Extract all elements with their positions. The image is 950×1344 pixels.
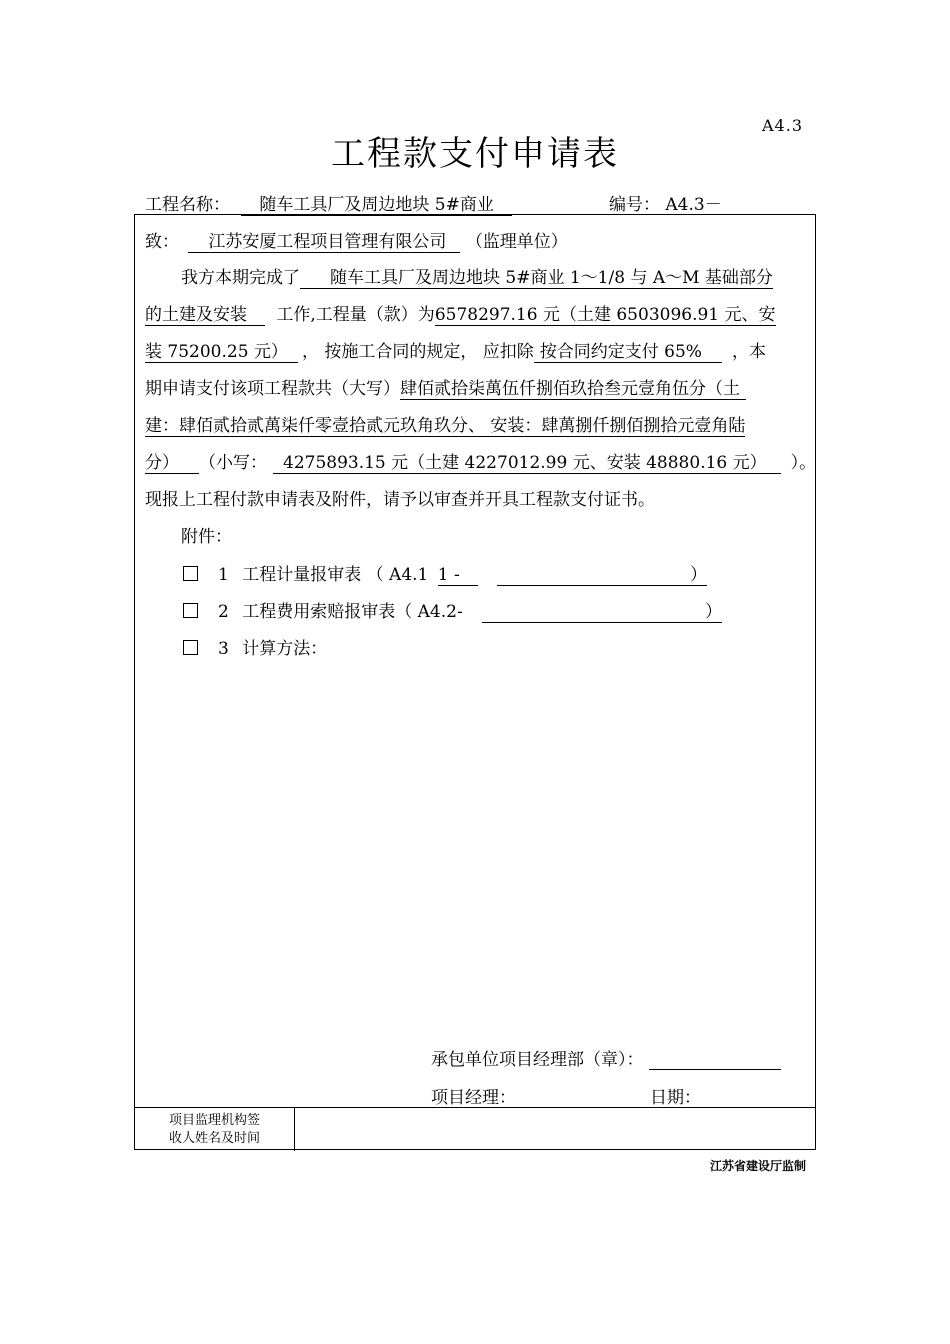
- attachment-number: 1: [218, 565, 229, 585]
- page-title: 工程款支付申请表: [331, 134, 619, 174]
- attachments-label: 附件：: [181, 527, 232, 547]
- contractor-sign-row: [431, 1045, 781, 1070]
- body-text: （小写：: [199, 453, 267, 473]
- amount-uppercase: 建：肆佰贰拾贰萬柒仟零壹拾贰元玖角玖分、 安装：肆萬捌仟捌佰捌拾元壹角陆: [145, 411, 745, 437]
- attachment-number: 3: [218, 639, 229, 659]
- checkbox-attachment-1[interactable]: [183, 566, 198, 581]
- receipt-label-line: 项目监理机构签: [168, 1113, 260, 1128]
- manager-sign-field[interactable]: [516, 1089, 650, 1108]
- amount-lowercase: 4275893.15 元（土建 4227012.99 元、安装 48880.16 元）: [273, 448, 781, 474]
- project-name-value: 随车工具厂及周边地块 5#商业: [241, 190, 511, 216]
- to-suffix: （监理单位）: [465, 232, 568, 252]
- body-text: ，本: [731, 342, 766, 362]
- date-field[interactable]: [701, 1089, 787, 1108]
- checkbox-attachment-2[interactable]: [183, 603, 198, 618]
- body-text: ）。: [790, 453, 817, 473]
- to-company: 江苏安厦工程项目管理有限公司: [188, 227, 460, 253]
- attachment-item-3: [183, 634, 327, 659]
- contractor-label: 承包单位项目经理部（章）：: [431, 1050, 644, 1070]
- amount-total: 6578297.16 元（土建 6503096.91 元、安: [435, 300, 776, 326]
- body-text: ， 按施工合同的规定， 应扣除: [301, 342, 534, 362]
- body-line-2: [145, 300, 776, 326]
- form-body: [134, 214, 816, 1150]
- attachment-number: 2: [218, 602, 229, 622]
- work-description: 的土建及安装: [145, 300, 265, 326]
- number-row: [609, 190, 799, 215]
- attachment-label: 工程计量报审表 （ A4.1: [242, 565, 429, 585]
- project-name-label: 工程名称：: [145, 195, 230, 215]
- receipt-label-line: 收人姓名及时间: [168, 1131, 260, 1146]
- attachment-item-2: [183, 597, 722, 623]
- body-line-1: [181, 263, 773, 289]
- checkbox-attachment-3[interactable]: [183, 640, 198, 655]
- amount-install: 装 75200.25 元）: [145, 337, 298, 363]
- form-code: A4.3: [762, 116, 803, 135]
- date-label: 日期：: [650, 1088, 701, 1108]
- contractor-sign-field[interactable]: [649, 1051, 781, 1070]
- attachment-ref: 1 -: [438, 565, 478, 586]
- footer-issuer: 江苏省建设厅监制: [709, 1159, 806, 1173]
- to-label: 致：: [145, 232, 179, 252]
- body-line-4: [145, 374, 746, 400]
- body-line-7: 现报上工程付款申请表及附件，请予以审查并开具工程款支付证书。: [145, 490, 655, 510]
- receipt-row: [135, 1107, 815, 1151]
- body-text: 我方本期完成了: [181, 268, 300, 288]
- attachment-label: 工程费用索赔报审表（ A4.2-: [242, 602, 463, 622]
- body-text: 工作,工程量（款）为: [276, 305, 435, 325]
- body-line-3: [145, 337, 766, 363]
- amount-uppercase: 分）: [145, 448, 199, 474]
- number-value: A4.3－: [665, 195, 722, 215]
- to-row: [145, 227, 568, 253]
- deduction: 按合同约定支付 65%: [534, 337, 722, 363]
- body-line-6: [145, 448, 816, 474]
- amount-uppercase: 肆佰贰拾柒萬伍仟捌佰玖拾叁元壹角伍分（土: [400, 374, 746, 400]
- project-name-row: [145, 190, 512, 216]
- body-text: 期申请支付该项工程款共（大写）: [145, 379, 400, 399]
- work-description: 随车工具厂及周边地块 5#商业 1～1/8 与 A～M 基础部分: [300, 263, 773, 289]
- number-label: 编号：: [609, 195, 660, 215]
- attachment-label: 计算方法：: [242, 639, 328, 659]
- attachment-blank: ）: [482, 597, 722, 623]
- body-line-5: [145, 411, 745, 437]
- manager-sign-row: [431, 1083, 787, 1108]
- receipt-label: [135, 1108, 295, 1151]
- number-blank: [727, 196, 799, 215]
- manager-label: 项目经理：: [431, 1088, 516, 1108]
- attachment-blank: ）: [497, 560, 707, 586]
- attachment-item-1: [183, 560, 707, 586]
